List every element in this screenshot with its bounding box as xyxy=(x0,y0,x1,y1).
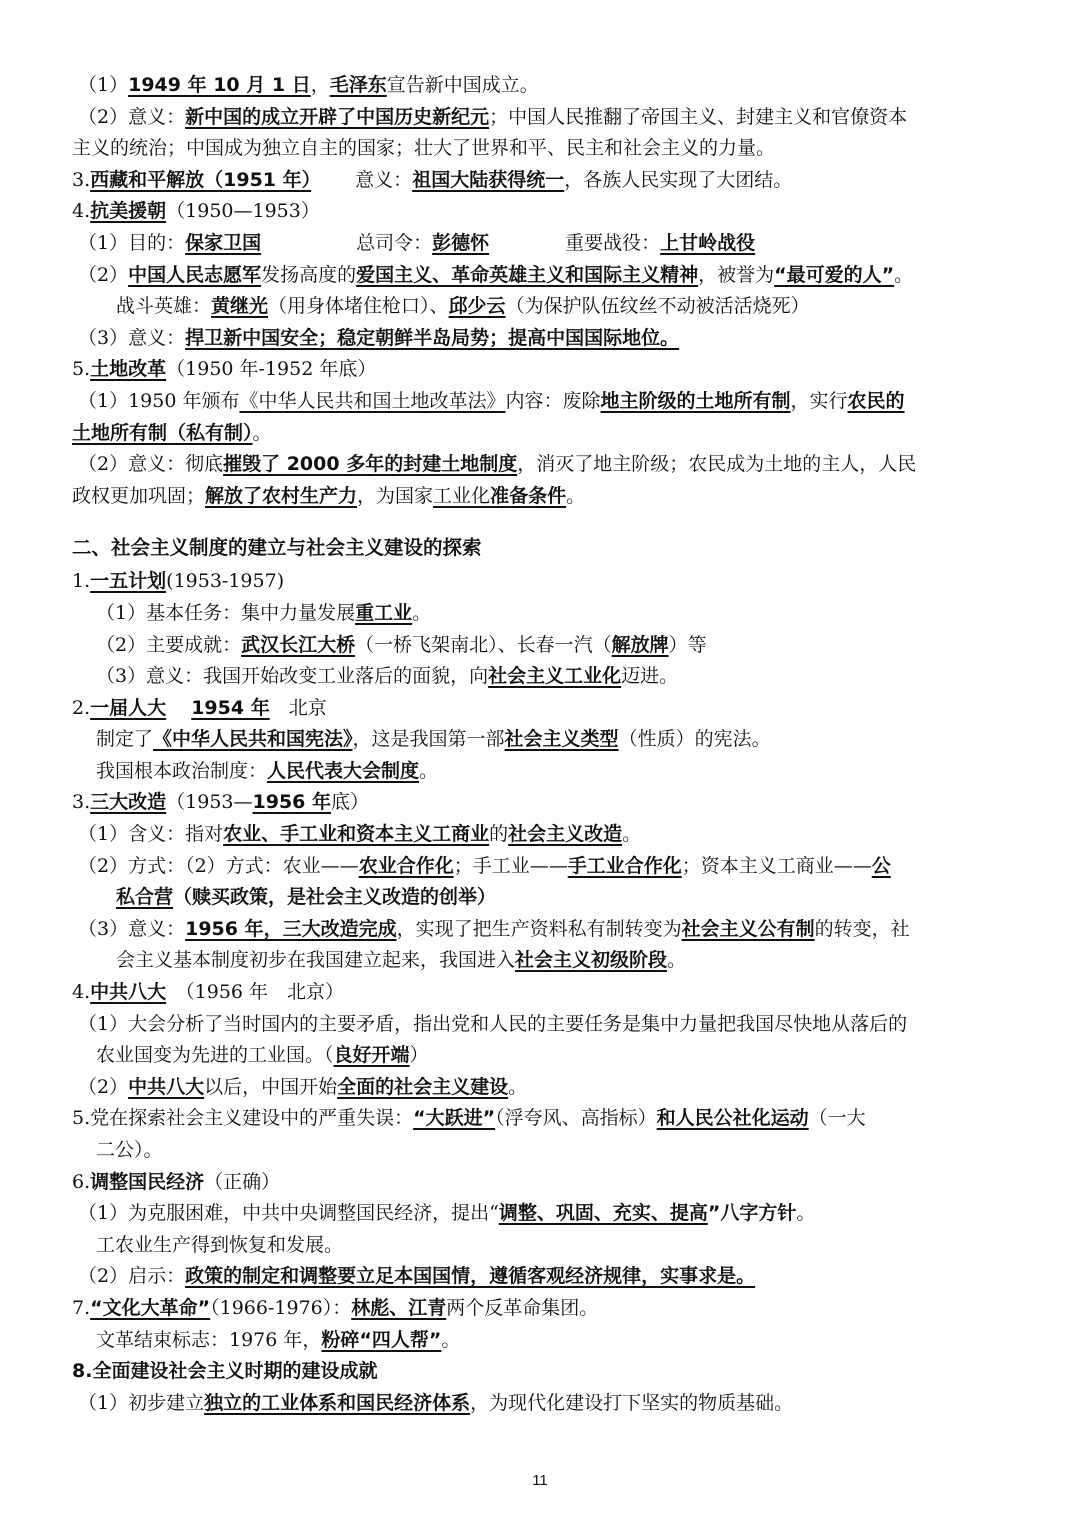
text-line xyxy=(72,1356,1014,1388)
text-run: （3）意义：我国开始改变工业落后的面貌，向 xyxy=(96,665,489,688)
text-run: 两个反革命集团。 xyxy=(446,1296,599,1319)
text-run: （1）1950 年颁布 xyxy=(78,389,240,412)
text-line xyxy=(72,661,1014,693)
text-run: （1）初步建立 xyxy=(78,1391,205,1414)
key-term: 社会主义公有制 xyxy=(681,917,815,940)
text-run: 发扬高度的 xyxy=(261,263,357,286)
text-run: 二公）。 xyxy=(96,1139,163,1161)
key-term: “大跃进” xyxy=(413,1107,496,1130)
text-run: （3）意义： xyxy=(78,917,186,940)
key-term: 林彪、江青 xyxy=(351,1296,447,1319)
text-run: 二、社会主义制度的建立与社会主义建设的探索 xyxy=(72,536,482,560)
text-run: （2） xyxy=(78,1075,129,1098)
text-line xyxy=(72,228,1014,260)
text-line xyxy=(72,1135,1014,1167)
key-term: 邱少云 xyxy=(448,295,506,318)
key-term: 黄继光 xyxy=(211,295,269,318)
key-term: 新中国的成立开辟了中国历史新纪元 xyxy=(185,105,490,128)
text-line xyxy=(72,133,1014,165)
text-line xyxy=(72,1293,1014,1325)
text-line xyxy=(72,566,1014,598)
document-body xyxy=(72,70,1014,1419)
text-run: ，为现代化建设打下坚实的物质基础。 xyxy=(470,1391,794,1414)
key-term: 武汉长江大桥 xyxy=(241,633,356,656)
key-term: “文化大革命” xyxy=(90,1296,211,1319)
key-term: 私合营 xyxy=(116,886,174,909)
text-run: 5. xyxy=(72,358,91,381)
text-run: ）等 xyxy=(668,633,707,656)
key-term: 解放了农村生产力 xyxy=(205,484,358,507)
text-run: ） xyxy=(409,1044,429,1067)
text-run: 。 xyxy=(508,1075,528,1098)
text-run: （一桥飞架南北）、长春一汽（ xyxy=(355,633,612,656)
key-term: 社会主义类型 xyxy=(504,728,619,751)
text-run: （2）方式：农业—— xyxy=(185,854,359,877)
text-line xyxy=(72,914,1014,946)
text-run: ，为国家 xyxy=(357,484,434,507)
text-run: 主义的统治；中国成为独立自主的国家；壮大了世界和平、民主和社会主义的力量。 xyxy=(72,137,776,160)
key-term: 土地所有制（私有制） xyxy=(72,421,253,444)
text-line xyxy=(72,598,1014,630)
text-line xyxy=(72,323,1014,355)
text-run: ；中国人民推翻了帝国主义、封建主义和官僚资本 xyxy=(489,105,908,128)
key-term: 全面的社会主义建设 xyxy=(337,1075,509,1098)
key-term: 农业合作化 xyxy=(358,854,454,877)
key-term: 1956 年 xyxy=(252,791,332,814)
text-run: （1966-1976）： xyxy=(210,1296,352,1319)
text-run: （1） xyxy=(78,74,129,96)
key-term: 《中华人民共和国宪法》 xyxy=(153,728,353,751)
text-run: （1953— xyxy=(166,791,253,814)
text-run: 政权更加巩固； xyxy=(72,484,206,507)
key-term: 人民代表大会制度 xyxy=(267,759,420,782)
text-line xyxy=(72,1009,1014,1041)
text-line xyxy=(72,1261,1014,1293)
text-run: 以后，中国开始 xyxy=(204,1075,338,1098)
key-term: 社会主义改造 xyxy=(508,823,623,846)
text-run: （1950 年-1952 年底） xyxy=(166,358,377,381)
text-line xyxy=(72,1198,1014,1230)
key-term: 重工业 xyxy=(355,601,413,624)
bold-text: 8.全面建设社会主义时期的建设成就 xyxy=(72,1360,378,1383)
text-run: （浮夸风、高指标） xyxy=(495,1107,657,1130)
text-run: 总司令： xyxy=(261,231,433,254)
key-term: 中国人民志愿军 xyxy=(128,263,262,286)
text-run: 内容：废除 xyxy=(505,389,601,412)
text-run: 。 xyxy=(441,1328,461,1351)
key-term: 社会主义工业化 xyxy=(488,665,622,688)
key-term: 粉碎“四人帮” xyxy=(321,1328,442,1351)
key-term: 捍卫新中国安全；稳定朝鲜半岛局势；提高中国国际地位。 xyxy=(185,326,680,349)
text-run: 会主义基本制度初步在我国建立起来，我国进入 xyxy=(116,949,516,972)
key-term: 土地改革 xyxy=(90,358,167,381)
text-run: 3. xyxy=(72,791,91,814)
text-run: 6. xyxy=(72,1170,91,1193)
text-run: （为保护队伍纹丝不动被活活烧死） xyxy=(505,295,810,318)
text-run: 制定了 xyxy=(96,728,154,751)
text-line xyxy=(72,882,1014,914)
text-run: （2）方式： xyxy=(78,854,186,877)
text-run: 的转变，社 xyxy=(814,917,910,940)
text-run: 意义： xyxy=(311,168,413,191)
key-term: 良好开端 xyxy=(333,1044,410,1067)
key-term: 政策的制定和调整要立足本国国情，遵循客观经济规律，实事求是。 xyxy=(185,1265,756,1288)
text-line xyxy=(72,165,1014,197)
text-run: 宣告新中国成立。 xyxy=(386,74,539,96)
text-run: ，实现了把生产资料私有制转变为 xyxy=(396,917,682,940)
key-term: 准备条件 xyxy=(490,484,567,507)
text-run: 迈进。 xyxy=(621,665,679,688)
text-run: 北京 xyxy=(269,696,327,719)
text-run: 。 xyxy=(419,759,439,782)
text-run: 7. xyxy=(72,1296,91,1319)
text-line xyxy=(72,819,1014,851)
text-run: （2）意义：彻底 xyxy=(78,453,224,476)
text-line xyxy=(72,354,1014,386)
text-run: 战斗英雄： xyxy=(116,295,212,318)
text-run: 2. xyxy=(72,696,91,719)
page-number: 11 xyxy=(532,1472,548,1489)
text-run: （2）主要成就： xyxy=(96,633,242,656)
text-line xyxy=(72,977,1014,1009)
key-term: 独立的工业体系和国民经济体系 xyxy=(204,1391,471,1414)
text-run: 。 xyxy=(796,1202,816,1225)
text-run: （一大 xyxy=(808,1107,866,1130)
key-term: 上甘岭战役 xyxy=(660,231,756,254)
text-line xyxy=(72,481,1014,513)
text-line xyxy=(72,630,1014,662)
text-line xyxy=(72,1072,1014,1104)
text-run: 重要战役： xyxy=(489,231,661,254)
key-term: 中共八大 xyxy=(90,981,167,1004)
key-term: 中共八大 xyxy=(128,1075,205,1098)
underlined-text: 《中华人民共和国土地改革法》 xyxy=(239,389,506,412)
text-run: ，实行 xyxy=(790,389,848,412)
text-line xyxy=(72,945,1014,977)
text-run xyxy=(166,697,191,719)
text-run: 。 xyxy=(566,484,586,507)
text-run: 4. xyxy=(72,200,91,223)
text-run: 。 xyxy=(667,949,687,972)
text-run: （2）意义： xyxy=(78,105,186,128)
text-run: 3. xyxy=(72,168,91,191)
text-run: （性质）的宪法。 xyxy=(618,728,771,751)
key-term: 彭德怀 xyxy=(432,231,490,254)
key-term: 公 xyxy=(871,854,891,877)
key-term: 地主阶级的土地所有制 xyxy=(600,389,791,412)
text-line xyxy=(72,1230,1014,1262)
key-term: 1949 年 10 月 1 日 xyxy=(128,74,311,96)
text-line xyxy=(72,196,1014,228)
text-run: （1）基本任务：集中力量发展 xyxy=(96,601,356,624)
text-run: 文革结束标志：1976 年， xyxy=(96,1328,322,1351)
key-term: 和人民公社化运动 xyxy=(656,1107,809,1130)
text-line xyxy=(72,70,1014,102)
text-line xyxy=(72,449,1014,481)
text-run: 。 xyxy=(622,823,642,846)
text-run: ；资本主义工商业—— xyxy=(681,854,872,877)
text-run: （2）启示： xyxy=(78,1265,186,1288)
text-line xyxy=(72,386,1014,418)
key-term: 抗美援朝 xyxy=(90,200,167,223)
text-run: （1）目的： xyxy=(78,231,186,254)
key-term: 三大改造 xyxy=(90,791,167,814)
key-term: 保家卫国 xyxy=(185,231,262,254)
text-run: 。 xyxy=(894,263,914,286)
text-run: ， xyxy=(310,74,330,96)
text-run: ；手工业—— xyxy=(453,854,568,877)
text-run: 1. xyxy=(72,570,91,593)
text-line xyxy=(72,693,1014,725)
text-run: (1953-1957) xyxy=(166,570,285,593)
text-line xyxy=(72,102,1014,134)
text-run: 5.党在探索社会主义建设中的严重失误： xyxy=(72,1107,414,1130)
key-term: 爱国主义、革命英雄主义和国际主义精神 xyxy=(356,263,699,286)
key-term: “最可爱的人” xyxy=(774,263,895,286)
text-line xyxy=(72,1103,1014,1135)
text-run: （3）意义： xyxy=(78,326,186,349)
text-run: （1950—1953） xyxy=(166,200,320,223)
key-term: 毛泽东 xyxy=(329,74,387,96)
key-term: 摧毁了 2000 多年的封建土地制度 xyxy=(223,453,518,476)
text-run: （正确） xyxy=(204,1170,281,1193)
text-line xyxy=(72,1167,1014,1199)
underlined-text: 工业化 xyxy=(433,484,491,507)
text-line xyxy=(72,260,1014,292)
bold-text: ”八字方针 xyxy=(707,1202,797,1225)
bold-text: 调整国民经济 xyxy=(90,1170,205,1193)
text-line xyxy=(72,291,1014,323)
text-line xyxy=(72,418,1014,450)
text-line xyxy=(72,1388,1014,1420)
text-line xyxy=(72,756,1014,788)
key-term: 祖国大陆获得统一 xyxy=(412,168,565,191)
text-line xyxy=(72,724,1014,756)
text-run: 工农业生产得到恢复和发展。 xyxy=(96,1233,344,1256)
text-run: （1956 年 北京） xyxy=(166,981,345,1004)
text-run: （2） xyxy=(78,263,129,286)
key-term: 一五计划 xyxy=(90,570,167,593)
section-spacer xyxy=(72,512,1014,530)
key-term: 解放牌 xyxy=(611,633,669,656)
text-run: 农业国变为先进的工业国。（ xyxy=(96,1044,334,1067)
text-run: 4. xyxy=(72,981,91,1004)
bold-text: （赎买政策，是社会主义改造的创举） xyxy=(173,886,497,909)
key-term: 1954 年 xyxy=(191,696,270,719)
text-run: 。 xyxy=(252,421,272,444)
text-run: 我国根本政治制度： xyxy=(96,759,268,782)
key-term: 一届人大 xyxy=(90,696,167,719)
text-run: （1）含义：指对 xyxy=(78,823,224,846)
key-term: 农业、手工业和资本主义工商业 xyxy=(223,823,490,846)
text-run: 。 xyxy=(412,601,432,624)
key-term: 调整、巩固、充实、提高 xyxy=(498,1202,708,1225)
text-line xyxy=(72,1040,1014,1072)
text-run: ，这是我国第一部 xyxy=(352,728,505,751)
text-line xyxy=(72,1325,1014,1357)
text-run: （1）为克服困难，中共中央调整国民经济，提出“ xyxy=(78,1202,499,1225)
text-line xyxy=(72,851,1014,883)
key-term: 1956 年，三大改造完成 xyxy=(185,917,397,940)
text-run: 的 xyxy=(489,823,509,846)
text-run: （1）大会分析了当时国内的主要矛盾，指出党和人民的主要任务是集中力量把我国尽快地从落后的 xyxy=(78,1012,908,1035)
text-run: ，被誉为 xyxy=(698,263,775,286)
text-run: ，各族人民实现了大团结。 xyxy=(564,168,793,191)
key-term: 农民的 xyxy=(847,389,905,412)
section-heading xyxy=(72,530,1014,566)
key-term: 手工业合作化 xyxy=(567,854,682,877)
key-term: 西藏和平解放（1951 年） xyxy=(90,168,312,191)
text-run: 底） xyxy=(331,791,370,814)
text-line xyxy=(72,787,1014,819)
text-run: ，消灭了地主阶级；农民成为土地的主人，人民 xyxy=(517,453,917,476)
key-term: 社会主义初级阶段 xyxy=(515,949,668,972)
text-run: （用身体堵住枪口）、 xyxy=(268,295,449,318)
